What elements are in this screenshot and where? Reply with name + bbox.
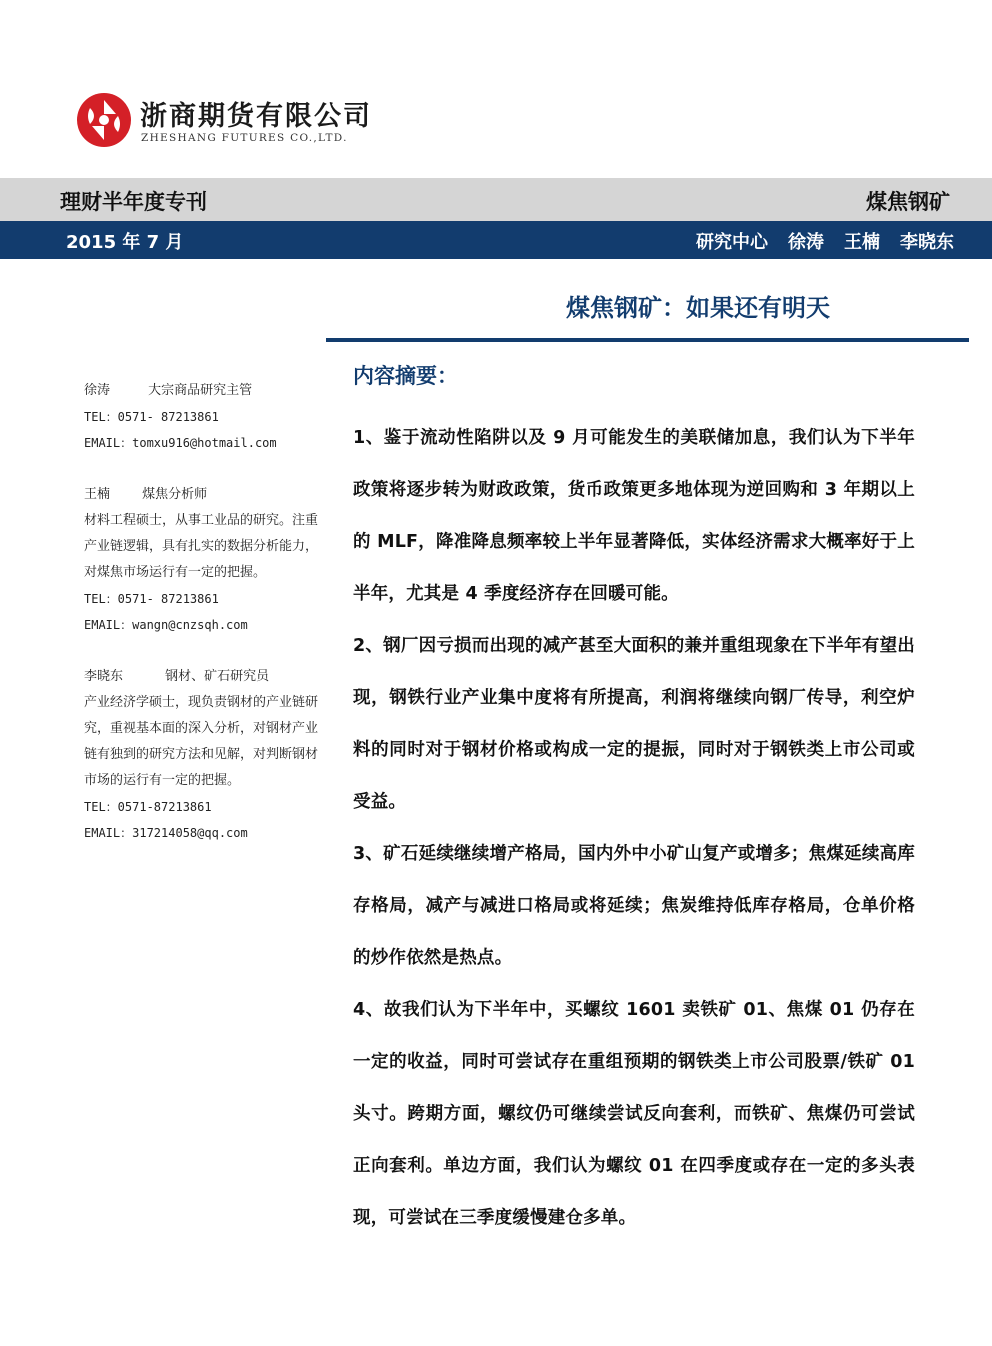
analyst-tel: TEL：0571- 87213861 — [84, 410, 219, 424]
report-date: 2015 年 7 月 — [66, 232, 184, 253]
author-item: 研究中心 — [696, 232, 768, 253]
analyst-tel: TEL：0571- 87213861 — [84, 592, 219, 606]
analyst-tel: TEL：0571-87213861 — [84, 800, 212, 814]
company-name-cn: 浙商期货有限公司 — [140, 101, 372, 132]
analyst-sidebar — [84, 378, 324, 846]
summary-paragraph: 3、矿石延续继续增产格局，国内外中小矿山复产或增多；焦煤延续高库存格局，减产与减进口格局或将延续；焦炭维持低库存格局，仓单价格的炒作依然是热点。 — [353, 844, 915, 968]
summary-paragraph: 2、钢厂因亏损而出现的减产甚至大面积的兼并重组现象在下半年有望出现，钢铁行业产业集中度将有所提高，利润将继续向钢厂传导，利空炉料的同时对于钢材价格或构成一定的提振，同时对于钢铁类上市公司或受益。 — [353, 636, 915, 812]
analyst-role: 大宗商品研究主管 — [148, 383, 253, 398]
summary-section — [353, 356, 915, 1244]
publication-band — [0, 178, 992, 221]
analyst-email: EMAIL：wangn@cnzsqh.com — [84, 618, 248, 632]
analyst-name: 徐涛 — [84, 383, 111, 398]
analyst-role: 煤焦分析师 — [142, 487, 208, 502]
author-item: 王楠 — [844, 232, 880, 253]
analyst-email: EMAIL：317214058@qq.com — [84, 826, 248, 840]
author-item: 李晓东 — [900, 232, 954, 253]
company-name-en: ZHESHANG FUTURES CO.,LTD. — [141, 132, 348, 144]
analyst-description: 产业经济学硕士，现负责钢材的产业链研究，重视基本面的深入分析，对钢材产业链有独到的研究方法和见解，对判断钢材市场的运行有一定的把握。 — [84, 695, 319, 788]
date-author-band — [0, 221, 992, 259]
author-list — [696, 228, 954, 254]
title-divider — [326, 338, 969, 342]
summary-heading: 内容摘要： — [353, 364, 458, 388]
analyst-role: 钢材、矿石研究员 — [165, 669, 270, 684]
category-label: 煤焦钢矿 — [866, 190, 950, 214]
author-item: 徐涛 — [788, 232, 824, 253]
analyst-card — [84, 664, 324, 846]
analyst-card — [84, 378, 324, 456]
analyst-description: 材料工程硕士，从事工业品的研究。注重产业链逻辑，具有扎实的数据分析能力，对煤焦市场运行有一定的把握。 — [84, 513, 319, 580]
analyst-name: 李晓东 — [84, 669, 124, 684]
summary-paragraph: 4、故我们认为下半年中，买螺纹 1601 卖铁矿 01、焦煤 01 仍存在一定的收益，同时可尝试存在重组预期的钢铁类上市公司股票/铁矿 01 头寸。跨期方面，螺纹仍可继续尝试反向套利，而铁矿、焦煤仍可尝试正向套利。单边方面，我们认为螺纹 01 在四季度或存在一定的多头表现，可尝试在三季度缓慢建仓多单。 — [353, 1000, 915, 1228]
report-title: 煤焦钢矿：如果还有明天 — [566, 294, 830, 322]
summary-paragraph: 1、鉴于流动性陷阱以及 9 月可能发生的美联储加息，我们认为下半年政策将逐步转为财政政策，货币政策更多地体现为逆回购和 3 年期以上的 MLF，降准降息频率较上半年显著降低，实体经济需求大概率好于上半年，尤其是 4 季度经济存在回暖可能。 — [353, 428, 915, 604]
analyst-email: EMAIL：tomxu916@hotmail.com — [84, 436, 277, 450]
analyst-name: 王楠 — [84, 487, 111, 502]
company-logo-icon — [76, 92, 132, 148]
analyst-card — [84, 482, 324, 638]
publication-label: 理财半年度专刊 — [60, 190, 207, 214]
